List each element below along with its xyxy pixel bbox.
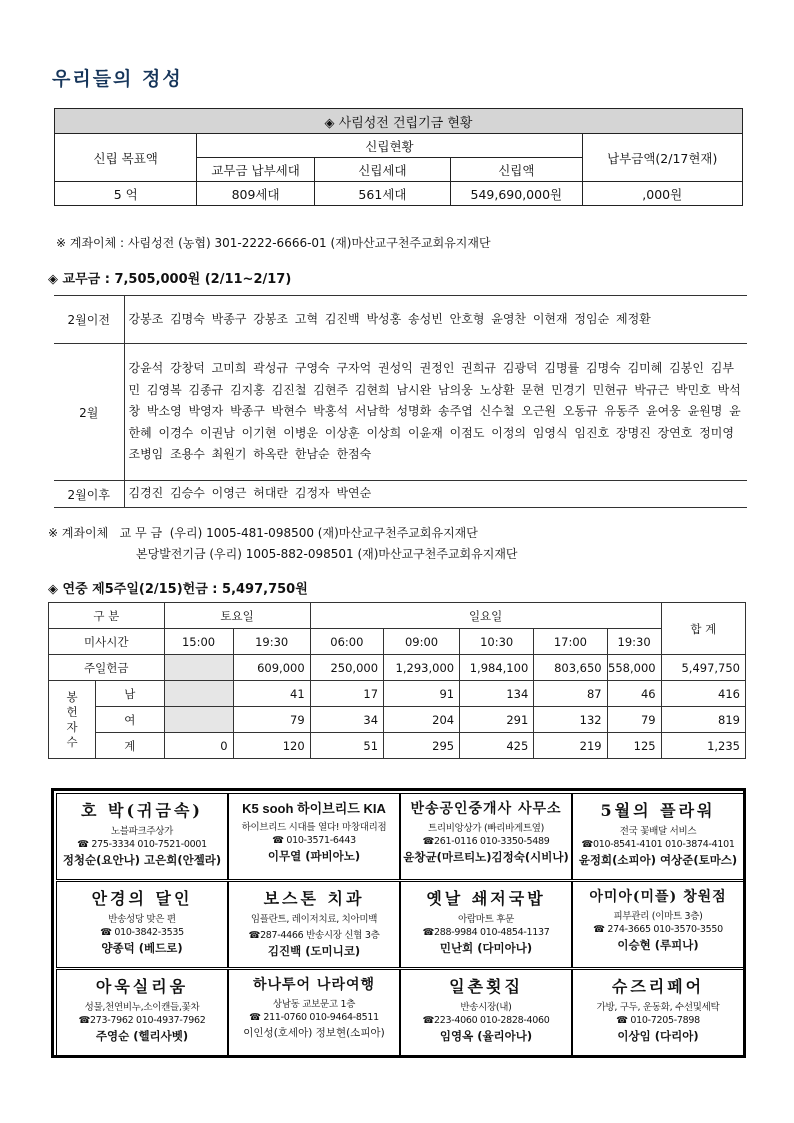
offering-cell: 1,293,000 (384, 655, 460, 681)
ad-card (228, 969, 400, 1056)
ad-line: ☎ 275-3334 010-7521-0001 (77, 839, 207, 850)
ad-line: 트리비앙상가 (빠리바게트옆) (427, 823, 545, 834)
volunteer-label-text: 봉헌자수 (66, 689, 78, 749)
ad-card (400, 969, 572, 1056)
building-fund-table (54, 108, 743, 206)
mass-time-label: 미사시간 (49, 629, 165, 655)
ad-owner: 김진백 (도미니코) (267, 944, 361, 958)
ad-line: 피부관리 (이마트 3층) (613, 911, 703, 922)
ad-card (572, 881, 744, 968)
count-cell: 219 (534, 733, 607, 759)
ad-card (400, 793, 572, 880)
paid-header: 납부금액(2/17현재) (582, 134, 743, 182)
ad-title: 반송공인중개사 사무소 (410, 801, 562, 817)
ad-line: 반송성당 맞은 편 (108, 914, 176, 925)
offering-cell: 1,984,100 (460, 655, 534, 681)
mass-time: 19:30 (233, 629, 310, 655)
ad-line: ☎ 010-7205-7898 (616, 1015, 700, 1026)
sunday-offering-title: ◈ 연중 제5주일(2/15)헌금 : 5,497,750원 (48, 582, 308, 597)
ad-card (228, 793, 400, 880)
goal-value: 5 억 (55, 182, 197, 206)
ad-line: ☎223-4060 010-2828-4060 (422, 1015, 550, 1026)
count-cell: 79 (607, 707, 661, 733)
ad-owner: 윤정희(소피아) 여상준(토마스) (578, 853, 738, 867)
ad-line: ☎287-4466 반송시장 신협 3층 (248, 930, 380, 941)
count-cell: 134 (460, 681, 534, 707)
volunteer-label (49, 681, 96, 759)
ad-title: 슈즈리페어 (611, 977, 705, 996)
ad-line: ☎ 010-3571-6443 (272, 835, 356, 846)
ad-line: 하이브리드 시대를 열다! 마창대리점 (241, 822, 387, 833)
ad-title: 5월의 플라워 (600, 801, 716, 820)
tithe-households-value: 809세대 (197, 182, 314, 206)
ad-title: 보스톤 치과 (263, 889, 365, 908)
ad-line: 상남동 교보문고 1층 (272, 999, 356, 1010)
pledge-amount-value: 549,690,000원 (451, 182, 582, 206)
count-cell (164, 681, 233, 707)
ad-card (228, 881, 400, 968)
row-label-male: 남 (96, 681, 164, 707)
count-cell: 120 (233, 733, 310, 759)
ad-line: 반송시장(내) (460, 1002, 512, 1013)
count-cell: 125 (607, 733, 661, 759)
ad-title: 하나투어 나라여행 (252, 977, 376, 993)
tithe-row-label: 2월이후 (54, 481, 124, 508)
ad-owner: 양종덕 (베드로) (101, 941, 183, 955)
ad-line: 노블파크주상가 (110, 826, 174, 837)
ad-line: ☎ 010-3842-3535 (100, 927, 184, 938)
mass-time: 09:00 (384, 629, 460, 655)
ad-owner: 이인성(호세아) 정보현(소피아) (243, 1027, 385, 1039)
ad-owner: 민난희 (다미아나) (439, 941, 533, 955)
ad-card (572, 793, 744, 880)
tithe-row-names: 김경진 김승수 이영근 허대란 김정자 박연순 (124, 481, 747, 508)
count-cell: 51 (310, 733, 383, 759)
ad-card (572, 969, 744, 1056)
paid-value: ,000원 (582, 182, 743, 206)
fund-heading: ◈ 사림성전 건립기금 현황 (55, 109, 743, 134)
ad-line: ☎273-7962 010-4937-7962 (78, 1015, 206, 1026)
offering-label: 주일헌금 (49, 655, 165, 681)
ad-owner: 이상임 (다리아) (617, 1029, 699, 1043)
tithe-row-label: 2월 (54, 344, 124, 481)
count-cell: 425 (460, 733, 534, 759)
ad-card (56, 881, 228, 968)
sunday-offering-table (48, 602, 746, 759)
ad-line: 전국 꽃배달 서비스 (619, 826, 697, 837)
count-cell: 295 (384, 733, 460, 759)
count-cell: 0 (164, 733, 233, 759)
count-cell: 79 (233, 707, 310, 733)
ad-title: 옛날 쇄저국밥 (426, 889, 546, 908)
offering-total: 5,497,750 (661, 655, 745, 681)
ad-owner: 윤창균(마르티노)김정숙(시비나) (403, 850, 569, 864)
mass-time: 06:00 (310, 629, 383, 655)
ad-title: K5 sooh 하이브리드 KIA (242, 801, 386, 816)
mass-time: 10:30 (460, 629, 534, 655)
division-header: 구 분 (49, 603, 165, 629)
count-cell (164, 707, 233, 733)
fund-account-note: ※ 계좌이체 : 사림성전 (농협) 301-2222-6666-01 (재)마산교구천주교회유지재단 (56, 236, 491, 250)
count-cell: 17 (310, 681, 383, 707)
status-header: 신립현황 (197, 134, 582, 158)
ad-line: ☎261-0116 010-3350-5489 (422, 836, 550, 847)
count-cell: 34 (310, 707, 383, 733)
ad-card (56, 969, 228, 1056)
ad-line: ☎ 274-3665 010-3570-3550 (593, 924, 723, 935)
tithe-households-header: 교무금 납부세대 (197, 158, 314, 182)
tithe-row-label: 2월이전 (54, 296, 124, 344)
row-label-female: 여 (96, 707, 164, 733)
ad-line: 임플란트, 레이저치료, 치아미백 (250, 914, 378, 925)
count-cell: 132 (534, 707, 607, 733)
count-total: 416 (661, 681, 745, 707)
ad-title: 아욱실리움 (95, 977, 189, 996)
offering-cell: 250,000 (310, 655, 383, 681)
offering-cell: 558,000 (607, 655, 661, 681)
saturday-header: 토요일 (164, 603, 310, 629)
goal-header: 신립 목표액 (55, 134, 197, 182)
offering-cell: 609,000 (233, 655, 310, 681)
sunday-header: 일요일 (310, 603, 661, 629)
tithe-account-note-2: 본당발전기금 (우리) 1005-882-098501 (재)마산교구천주교회유지재단 (136, 547, 518, 561)
ad-line: ☎010-8541-4101 010-3874-4101 (581, 839, 735, 850)
pledge-households-header: 신립세대 (314, 158, 450, 182)
mass-time: 15:00 (164, 629, 233, 655)
row-label-total: 계 (96, 733, 164, 759)
ad-owner: 주영순 (헬리사벳) (95, 1029, 189, 1043)
count-cell: 41 (233, 681, 310, 707)
count-cell: 91 (384, 681, 460, 707)
tithe-row-names: 강봉조 김명숙 박종구 강봉조 고혁 김진백 박성홍 송성빈 안호형 윤영찬 이현재 정임순 제정환 (124, 296, 747, 344)
sponsor-ads-box (51, 788, 746, 1058)
mass-time: 17:00 (534, 629, 607, 655)
ad-owner: 임영옥 (율리아나) (439, 1029, 533, 1043)
total-header: 합 계 (661, 603, 745, 655)
ad-line: 성물,천연비누,소이캔들,꽃차 (84, 1002, 200, 1013)
tithe-donor-table (54, 295, 747, 508)
ad-title: 호 박(귀금속) (81, 801, 203, 820)
ad-line: ☎ 211-0760 010-9464-8511 (249, 1012, 379, 1023)
ad-owner: 정청순(요안나) 고은희(안젤라) (62, 853, 222, 867)
count-total: 819 (661, 707, 745, 733)
page-title: 우리들의 정성 (52, 68, 183, 90)
count-cell: 204 (384, 707, 460, 733)
offering-cell (164, 655, 233, 681)
ad-line: 아람마트 후문 (458, 914, 514, 925)
pledge-amount-header: 신립액 (451, 158, 582, 182)
ad-title: 안경의 달인 (91, 889, 193, 908)
tithe-title: ◈ 교무금 : 7,505,000원 (2/11~2/17) (48, 272, 292, 287)
count-total: 1,235 (661, 733, 745, 759)
tithe-account-note-1: ※ 계좌이체 교 무 금 (우리) 1005-481-098500 (재)마산교구천주교회유지재단 (48, 526, 478, 540)
count-cell: 46 (607, 681, 661, 707)
mass-time: 19:30 (607, 629, 661, 655)
ad-owner: 이무열 (파비아노) (267, 849, 361, 863)
ad-card (56, 793, 228, 880)
ad-line: 가방, 구두, 운동화, 수선및세탁 (596, 1002, 720, 1013)
ad-owner: 이승현 (루피나) (617, 938, 699, 952)
ad-card (400, 881, 572, 968)
ad-title: 일촌횟집 (449, 977, 523, 996)
ad-title: 아미아(미플) 창원점 (589, 889, 727, 905)
count-cell: 291 (460, 707, 534, 733)
offering-cell: 803,650 (534, 655, 607, 681)
count-cell: 87 (534, 681, 607, 707)
pledge-households-value: 561세대 (314, 182, 450, 206)
ad-line: ☎288-9984 010-4854-1137 (422, 927, 550, 938)
tithe-row-names: 강윤석 강창덕 고미희 곽성규 구영숙 구자억 권성익 권정인 권희규 김광덕 김명률 김명숙 김미혜 김봉인 김부민 김영복 김종규 김지홍 김진철 김현주 김현희 남시완 남의웅 노상환 문현 민경기 민현규 박규근 박민호 박석창 박소영 박영자 박종구 박현수 박홍석 서남학 성명화 송주엽 신수철 오근원 오동규 유동주 윤여웅 윤원명 윤한혜 이경수 이권남 이기현 이병운 이상훈 이상희 이윤재 이점도 이정의 임영식 임진호 장명진 장연호 정미영 조병임 조용수 최원기 하옥란 한남순 한점숙 (124, 344, 747, 481)
